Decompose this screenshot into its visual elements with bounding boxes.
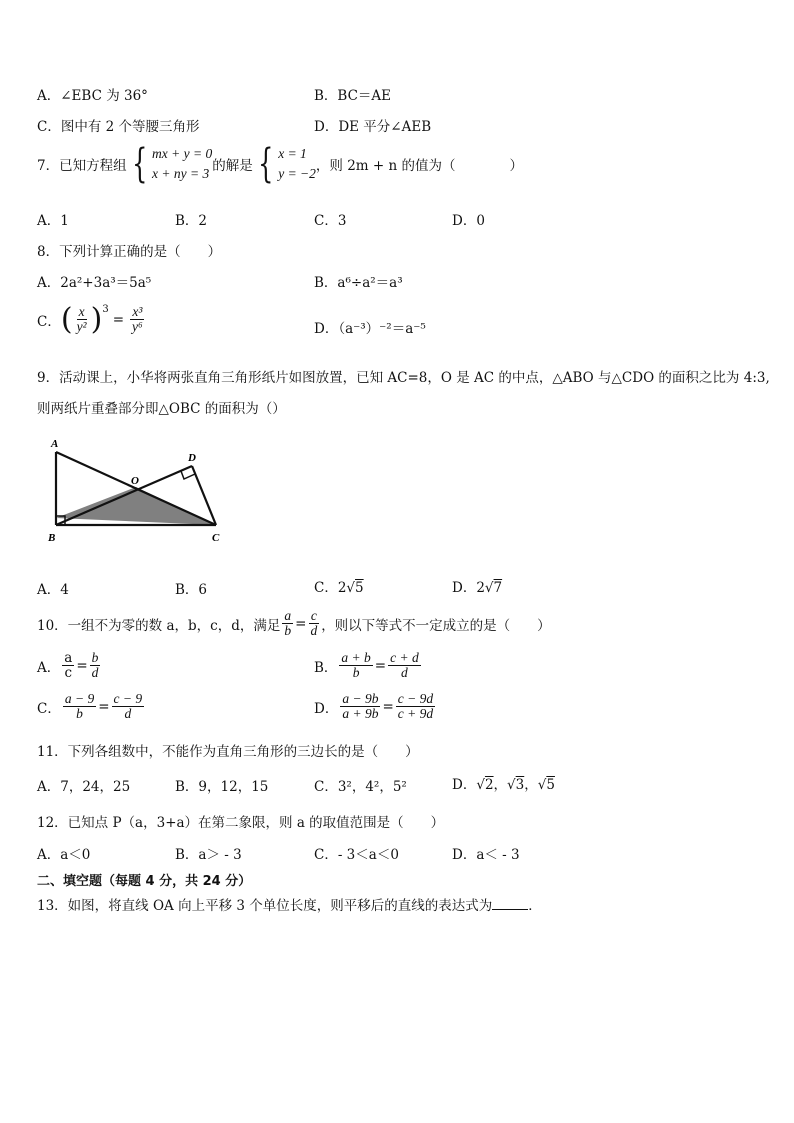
q6-option-b: B．BC＝AE: [314, 88, 392, 104]
q7-option-d: D．0: [452, 213, 485, 229]
q10-a-n2: b: [91, 650, 99, 665]
q7-option-b: B．2: [175, 213, 208, 229]
q10-stem-pre: 10．一组不为零的数 a，b，c，d，满足: [37, 617, 281, 634]
q6-option-c: C．图中有 2 个等腰三角形: [37, 119, 200, 135]
q8-option-b: B．a⁶÷a²＝a³: [314, 275, 403, 291]
q7-mid: 的解是: [212, 158, 253, 175]
q12-option-c: C．- 3＜a＜0: [314, 847, 399, 863]
q9-line2: 则两纸片重叠部分即△OBC 的面积为（）: [37, 401, 286, 417]
q10-b-n1: a + b: [341, 650, 371, 665]
q11-option-b: B．9，12，15: [175, 779, 269, 795]
q7-eq2: x + ny = 3: [152, 166, 210, 182]
q10-b-d1: b: [352, 665, 360, 681]
q10-b-d2: d: [401, 665, 408, 681]
q10-s-num2: c: [310, 608, 317, 623]
q10-s-den2: d: [310, 623, 318, 639]
q10-c-label: C．: [37, 700, 61, 717]
q10-c-d1: b: [76, 706, 83, 722]
q12-option-d: D．a＜ - 3: [452, 847, 520, 863]
q8-stem: 8．下列计算正确的是（ ）: [37, 244, 222, 260]
q12-option-b: B．a＞ - 3: [175, 847, 242, 863]
q10-d-d1: a + 9b: [342, 706, 379, 722]
section-title: 二、填空题（每题 4 分，共 24 分）: [37, 874, 252, 889]
q10-a-d2: d: [91, 665, 99, 681]
shaded-triangle-obc: [56, 487, 216, 525]
q8-c-exp: 3: [102, 304, 109, 315]
q10-b-n2: c + d: [390, 650, 419, 665]
q7-solution-system: [253, 141, 316, 188]
q11-d-label: D．: [452, 777, 477, 793]
q7-stem: [37, 141, 523, 188]
q10-option-b: B． $\frac{a + b}{b}$ = $\frac{c + d}{d}$: [314, 650, 419, 681]
label-a: A: [51, 438, 59, 450]
label-b: B: [48, 532, 56, 544]
q8-c-den1: y²: [76, 319, 87, 334]
q11-option-a: A．7，24，25: [37, 779, 131, 795]
q8-option-c: C． ( $\frac{x}{\text{y²}}$ ) 3 = $\frac{\text{x³}}{\text{y⁶}}$: [37, 302, 143, 337]
q8-option-a: A．2a²+3a³＝5a⁵: [37, 275, 152, 291]
q10-d-n1: a − 9b: [342, 691, 379, 706]
q9-c-radicand: 5: [355, 580, 364, 596]
label-d: D: [188, 452, 196, 464]
q8-option-d: D．（a⁻³）⁻²＝a⁻⁵: [314, 321, 426, 337]
q7-suffix: ，则 2m + n 的值为（ ）: [315, 158, 523, 175]
right-angle-d-icon: [181, 471, 195, 479]
answer-blank[interactable]: [492, 897, 528, 910]
q7-sol2: y = −2: [278, 166, 316, 182]
q9-d-pre: D．2: [452, 580, 485, 596]
q9-option-a: A．4: [37, 582, 69, 598]
q13-stem: [37, 894, 542, 914]
q10-c-n1: a − 9: [64, 691, 95, 706]
q12-stem: 12．已知点 P（a，3+a）在第二象限，则 a 的取值范围是（ ）: [37, 815, 445, 831]
q10-b-label: B．: [314, 659, 338, 676]
q7-option-c: C．3: [314, 213, 347, 229]
q7-eq1: mx + y = 0: [152, 146, 213, 161]
q10-s-den1: b: [284, 623, 292, 639]
q9-option-d: D．2√7: [452, 580, 503, 596]
q11-d-r2: 3: [515, 777, 525, 793]
q10-a-d1: c: [64, 665, 73, 682]
q11-d-r3: 5: [546, 777, 555, 793]
q8-c-num2: x³: [132, 303, 143, 319]
q10-c-d2: d: [124, 706, 132, 722]
q10-option-d: D． $\frac{a - 9b}{a + 9b}$ = $\frac{c - 9d}{c + 9d}$: [314, 691, 434, 722]
q11-option-d: D．√2，√3，√5: [452, 777, 555, 793]
label-c: C: [212, 532, 220, 544]
q10-c-n2: c − 9: [113, 691, 143, 706]
q10-d-d2: c + 9d: [397, 706, 434, 722]
q12-option-a: A．a＜0: [37, 847, 91, 863]
q9-figure: [40, 436, 240, 548]
q10-d-label: D．: [314, 700, 339, 717]
q7-prefix: 7．已知方程组: [37, 158, 127, 175]
q9-d-radicand: 7: [493, 580, 503, 596]
q11-stem: 11．下列各组数中，不能作为直角三角形的三边长的是（ ）: [37, 744, 419, 760]
q13-end: ．: [528, 898, 542, 914]
q10-a-label: A．: [37, 659, 61, 676]
q8-c-num1: x: [78, 303, 85, 319]
q9-option-b: B．6: [175, 582, 208, 598]
q10-a-n1: a: [64, 650, 73, 666]
q10-d-n2: c − 9d: [397, 691, 434, 706]
q7-option-a: A．1: [37, 213, 69, 229]
q7-sol1: x = 1: [278, 146, 307, 161]
q6-option-d: D．DE 平分∠AEB: [314, 119, 432, 135]
q9-c-pre: C．2: [314, 580, 347, 596]
q8-c-label: C．: [37, 313, 61, 330]
q11-d-r1: 2: [484, 777, 494, 793]
q9-option-c: C．2√5: [314, 580, 364, 596]
q13-text: 13．如图，将直线 OA 向上平移 3 个单位长度，则平移后的直线的表达式为: [37, 898, 493, 914]
label-o: O: [131, 475, 139, 487]
q10-stem-post: ，则以下等式不一定成立的是（ ）: [321, 617, 551, 634]
q9-line1: 9．活动课上，小华将两张直角三角形纸片如图放置，已知 AC=8，O 是 AC 的中点，△ABO 与△CDO 的面积之比为 4:3,: [37, 370, 770, 386]
q10-option-c: C． $\frac{a - 9}{b}$ = $\frac{c - 9}{d}$: [37, 691, 143, 722]
brace-icon: {: [257, 141, 274, 188]
q8-c-den2: y⁶: [132, 319, 143, 334]
q7-equation-system: [127, 141, 213, 188]
brace-icon: {: [131, 141, 147, 188]
q11-option-c: C．3²，4²，5²: [314, 779, 407, 795]
q10-option-a: A． $\frac{a}{c}$ = $\frac{b}{d}$: [37, 650, 99, 682]
q10-stem: 10．一组不为零的数 a，b，c，d，满足 $\frac{a}{b}$ = $\frac{c}{d}$ ，则以下等式不一定成立的是（ ）: [37, 608, 551, 639]
q6-option-a: A．∠EBC 为 36°: [37, 88, 148, 104]
q10-s-num1: a: [284, 608, 292, 623]
